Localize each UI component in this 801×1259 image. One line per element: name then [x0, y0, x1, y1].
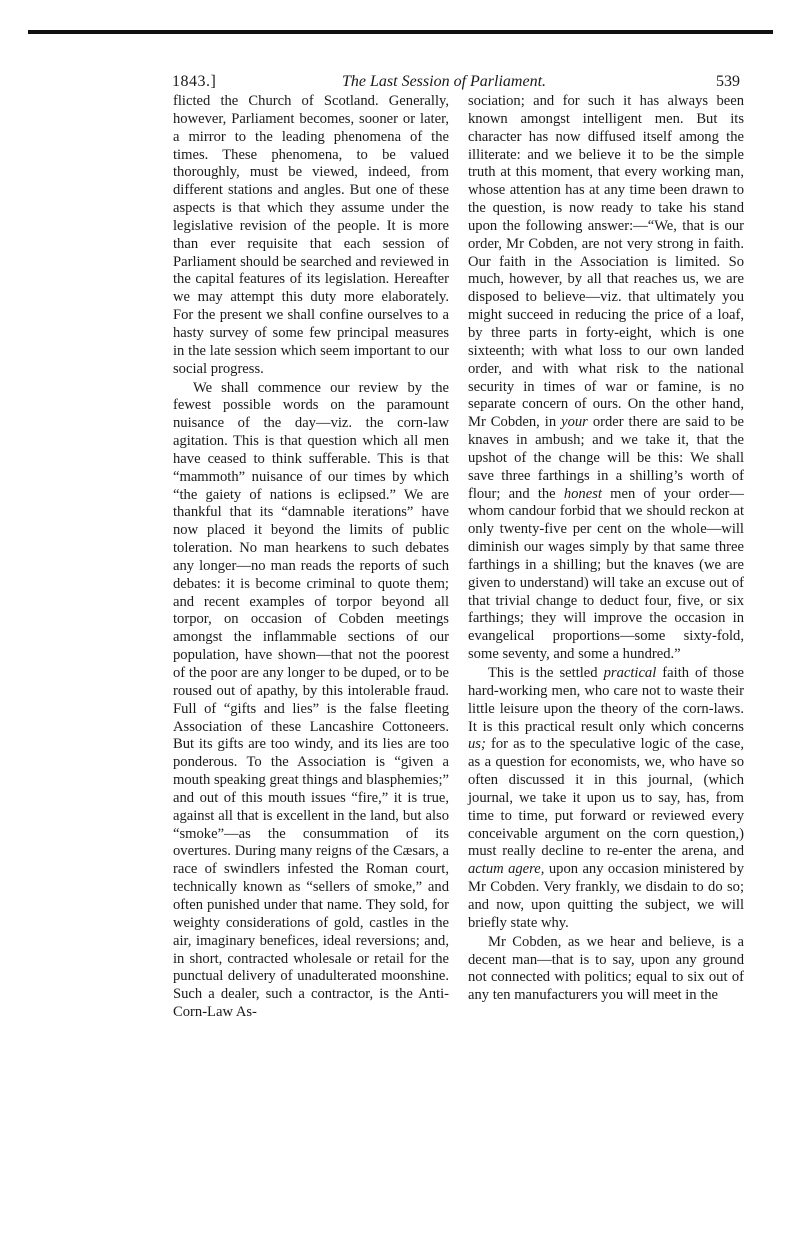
emphasis: your [561, 414, 588, 431]
emphasis: practical [603, 665, 657, 681]
paragraph: We shall commence our review by the fewest possible words on the paramount nuisance of the day—viz. the corn-law agitation. This is that question which all men have ceased to think sufferable. This is that “mammoth” nuisance of our times by which “the gaiety of nations is eclipsed.” We are thankful that its “damnable iterations” have now placed it beyond the limits of public toleration. No man hearkens to such debates any longer—no man reads the reports of such debates: it is become criminal to quote them; and recent examples of torpor beyond all torpor, on occasion of Cobden meetings amongst the inflammable sections of our population, have shown—that not the poorest of the poor are any longer to be duped, or to be roused out of apathy, by this intolerable fraud. Full of “gifts and lies” is the false fleeting Association of these Lancashire Cottoneers. But its gifts are too windy, and its lies are too ponderous. To the Association is “given a mouth speaking great things and blasphemies;” and out of this mouth issues “fire,” it is true, against all that is excellent in the land, but also “smoke”—as the consummation of its overtures. During many reigns of the Cæsars, a race of swindlers infested the Roman court, technically known as “sellers of smoke,” and often punished under that name. They sold, for weighty considerations of gold, castles in the air, imaginary benefices, ideal reversions; and, in short, contracted wholesale or retail for the punctual delivery of unadulterated moonshine. Such a dealer, such a contractor, is the Anti-Corn-Law As- [173, 379, 450, 1021]
emphasis: actum agere, [468, 861, 545, 878]
paragraph: This is the settled practical faith of those hard-working men, who care not to waste their little leisure upon the theory of the corn-laws. It is this practical result only which concerns us; for as to the speculative logic of the case, as a question for economists, we, who have so often discussed it in this journal, (which journal, we take it upon us to say, has, from time to time, put forward or reviewed every conceivable argument on the corn question,) must really decline to re-enter the arena, and actum agere, upon any occasion ministered by Mr Cobden. Very frankly, we disdain to do so; and now, upon quitting the subject, we will briefly state why. [468, 665, 745, 931]
emphasis: honest [563, 485, 602, 502]
right-column [468, 93, 744, 1005]
emphasis: us; [468, 736, 486, 753]
page-number: 539 [716, 73, 740, 90]
top-rule [28, 30, 773, 34]
running-head-title: The Last Session of Parliament. [342, 73, 547, 90]
running-head-date: 1843.] [172, 73, 217, 90]
paragraph: Mr Cobden, as we hear and believe, is a decent man—that is to say, upon any ground not connected with politics; equal to six out of any ten manufacturers you will meet in the [468, 933, 744, 1004]
left-column [173, 93, 449, 1022]
paragraph: flicted the Church of Scotland. Generally, however, Parliament becomes, sooner or later, a mirror to the leading phenomena of the times. These phenomena, to be valued thoroughly, must be viewed, indeed, from different stations and angles. But one of these aspects is that which they assume under the legislative revision of the people. It is more than ever requisite that each session of Parliament should be searched and reviewed in the capital features of its legislation. Hereafter we may attempt this duty more elaborately. For the present we shall confine ourselves to a hasty survey of some few principal measures in the late session which seem important to our social progress. [173, 93, 449, 377]
paragraph: sociation; and for such it has always been known amongst intelligent men. But its character has now diffused itself among the illiterate: and we believe it to be the simple truth at this moment, that every working man, whose attention has at any time been drawn to the question, is now ready to take his stand upon the following answer:—“We, that is our order, Mr Cobden, are not very strong in faith. Our faith in the Association is limited. So much, however, by all that reaches us, we are disposed to believe—viz. that ultimately you might succeed in reducing the price of a loaf, by three parts in forty-eight, which is one sixteenth; with what loss to our own landed order, and with what risk to the national security in times of war or famine, is no separate concern of ours. On the other hand, Mr Cobden, in your order there are said to be knaves in ambush; and we take it, that the upshot of the change will be this: We shall save three farthings in a shilling’s worth of flour; and the honest men of your order—whom candour forbid that we should reckon at only twenty-five per cent on the whole—will diminish our wages simply by that same three farthings in a shilling; but the knaves (we are given to understand) will take an excuse out of that trivial change to deduct four, five, or six farthings; they will improve the occasion in evangelical proportions—some sixty-fold, some seventy, and some a hundred.” [468, 93, 745, 663]
running-head [172, 72, 740, 94]
